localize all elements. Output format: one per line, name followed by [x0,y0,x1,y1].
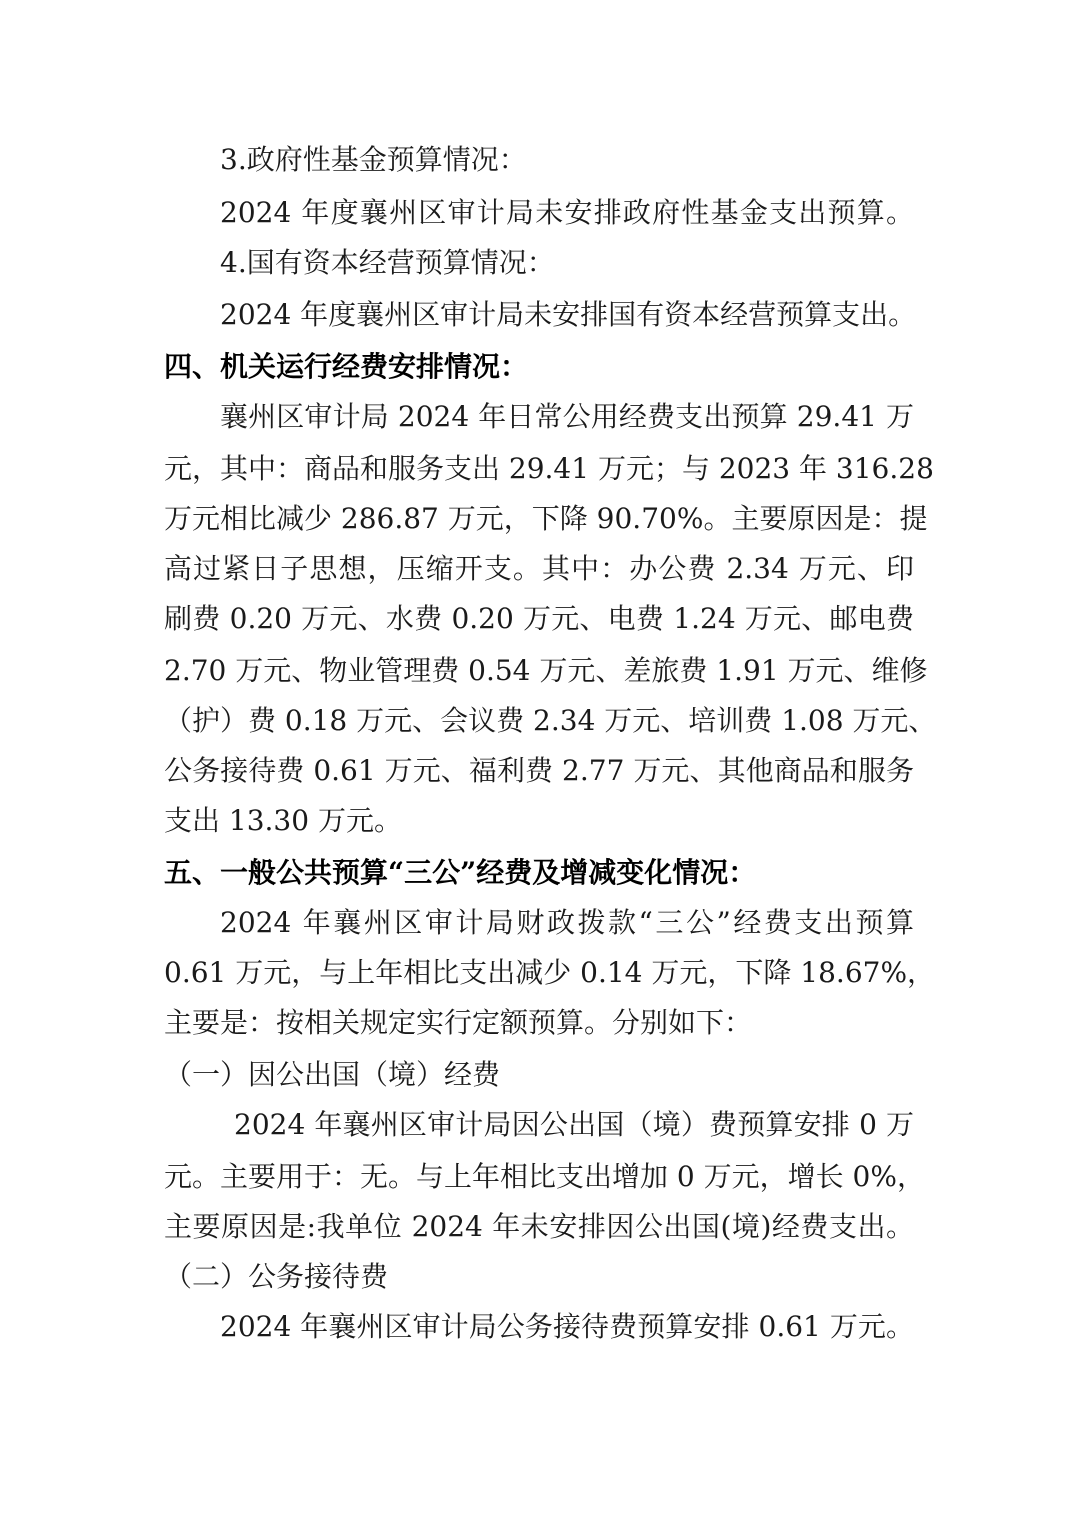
subsection-title-overseas-travel: （一）因公出国（境）经费 [164,1058,501,1091]
subsection-title-government-fund: 3.政府性基金预算情况： [220,143,527,176]
paragraph-line: 2024 年襄州区审计局财政拨款“三公”经费支出预算 [220,906,914,939]
paragraph-line: 主要是：按相关规定实行定额预算。分别如下： [164,1006,753,1039]
paragraph-line: 襄州区审计局 2024 年日常公用经费支出预算 29.41 万 [220,400,914,433]
paragraph-line: 万元相比减少 286.87 万元，下降 90.70%。主要原因是：提 [164,502,928,535]
paragraph-line: 元，其中：商品和服务支出 29.41 万元；与 2023 年 316.28 [164,452,934,485]
paragraph-line: （护）费 0.18 万元、会议费 2.34 万元、培训费 1.08 万元、 [164,704,937,737]
paragraph-line: 2024 年襄州区审计局因公出国（境）费预算安排 0 万 [234,1108,914,1141]
paragraph-line: 2.70 万元、物业管理费 0.54 万元、差旅费 1.91 万元、维修 [164,654,928,687]
paragraph-line: 刷费 0.20 万元、水费 0.20 万元、电费 1.24 万元、邮电费 [164,602,914,635]
section-heading-operating-expenses: 四、机关运行经费安排情况： [164,350,529,383]
paragraph-line: 2024 年度襄州区审计局未安排国有资本经营预算支出。 [220,298,917,331]
paragraph-line: 公务接待费 0.61 万元、福利费 2.77 万元、其他商品和服务 [164,754,914,787]
subsection-title-state-capital: 4.国有资本经营预算情况： [220,246,555,279]
section-heading-three-public-expenses: 五、一般公共预算“三公”经费及增减变化情况： [164,856,757,889]
paragraph-line: 2024 年襄州区审计局公务接待费预算安排 0.61 万元。 [220,1310,914,1343]
paragraph-line: 主要原因是:我单位 2024 年未安排因公出国(境)经费支出。 [164,1210,914,1243]
paragraph-line: 0.61 万元，与上年相比支出减少 0.14 万元，下降 18.67%， [164,956,936,989]
paragraph-line: 元。主要用于：无。与上年相比支出增加 0 万元，增长 0%， [164,1160,925,1193]
paragraph-line: 支出 13.30 万元。 [164,804,402,837]
paragraph-line: 2024 年度襄州区审计局未安排政府性基金支出预算。 [220,196,914,229]
subsection-title-official-reception: （二）公务接待费 [164,1260,389,1293]
paragraph-line: 高过紧日子思想，压缩开支。其中：办公费 2.34 万元、印 [164,552,914,585]
